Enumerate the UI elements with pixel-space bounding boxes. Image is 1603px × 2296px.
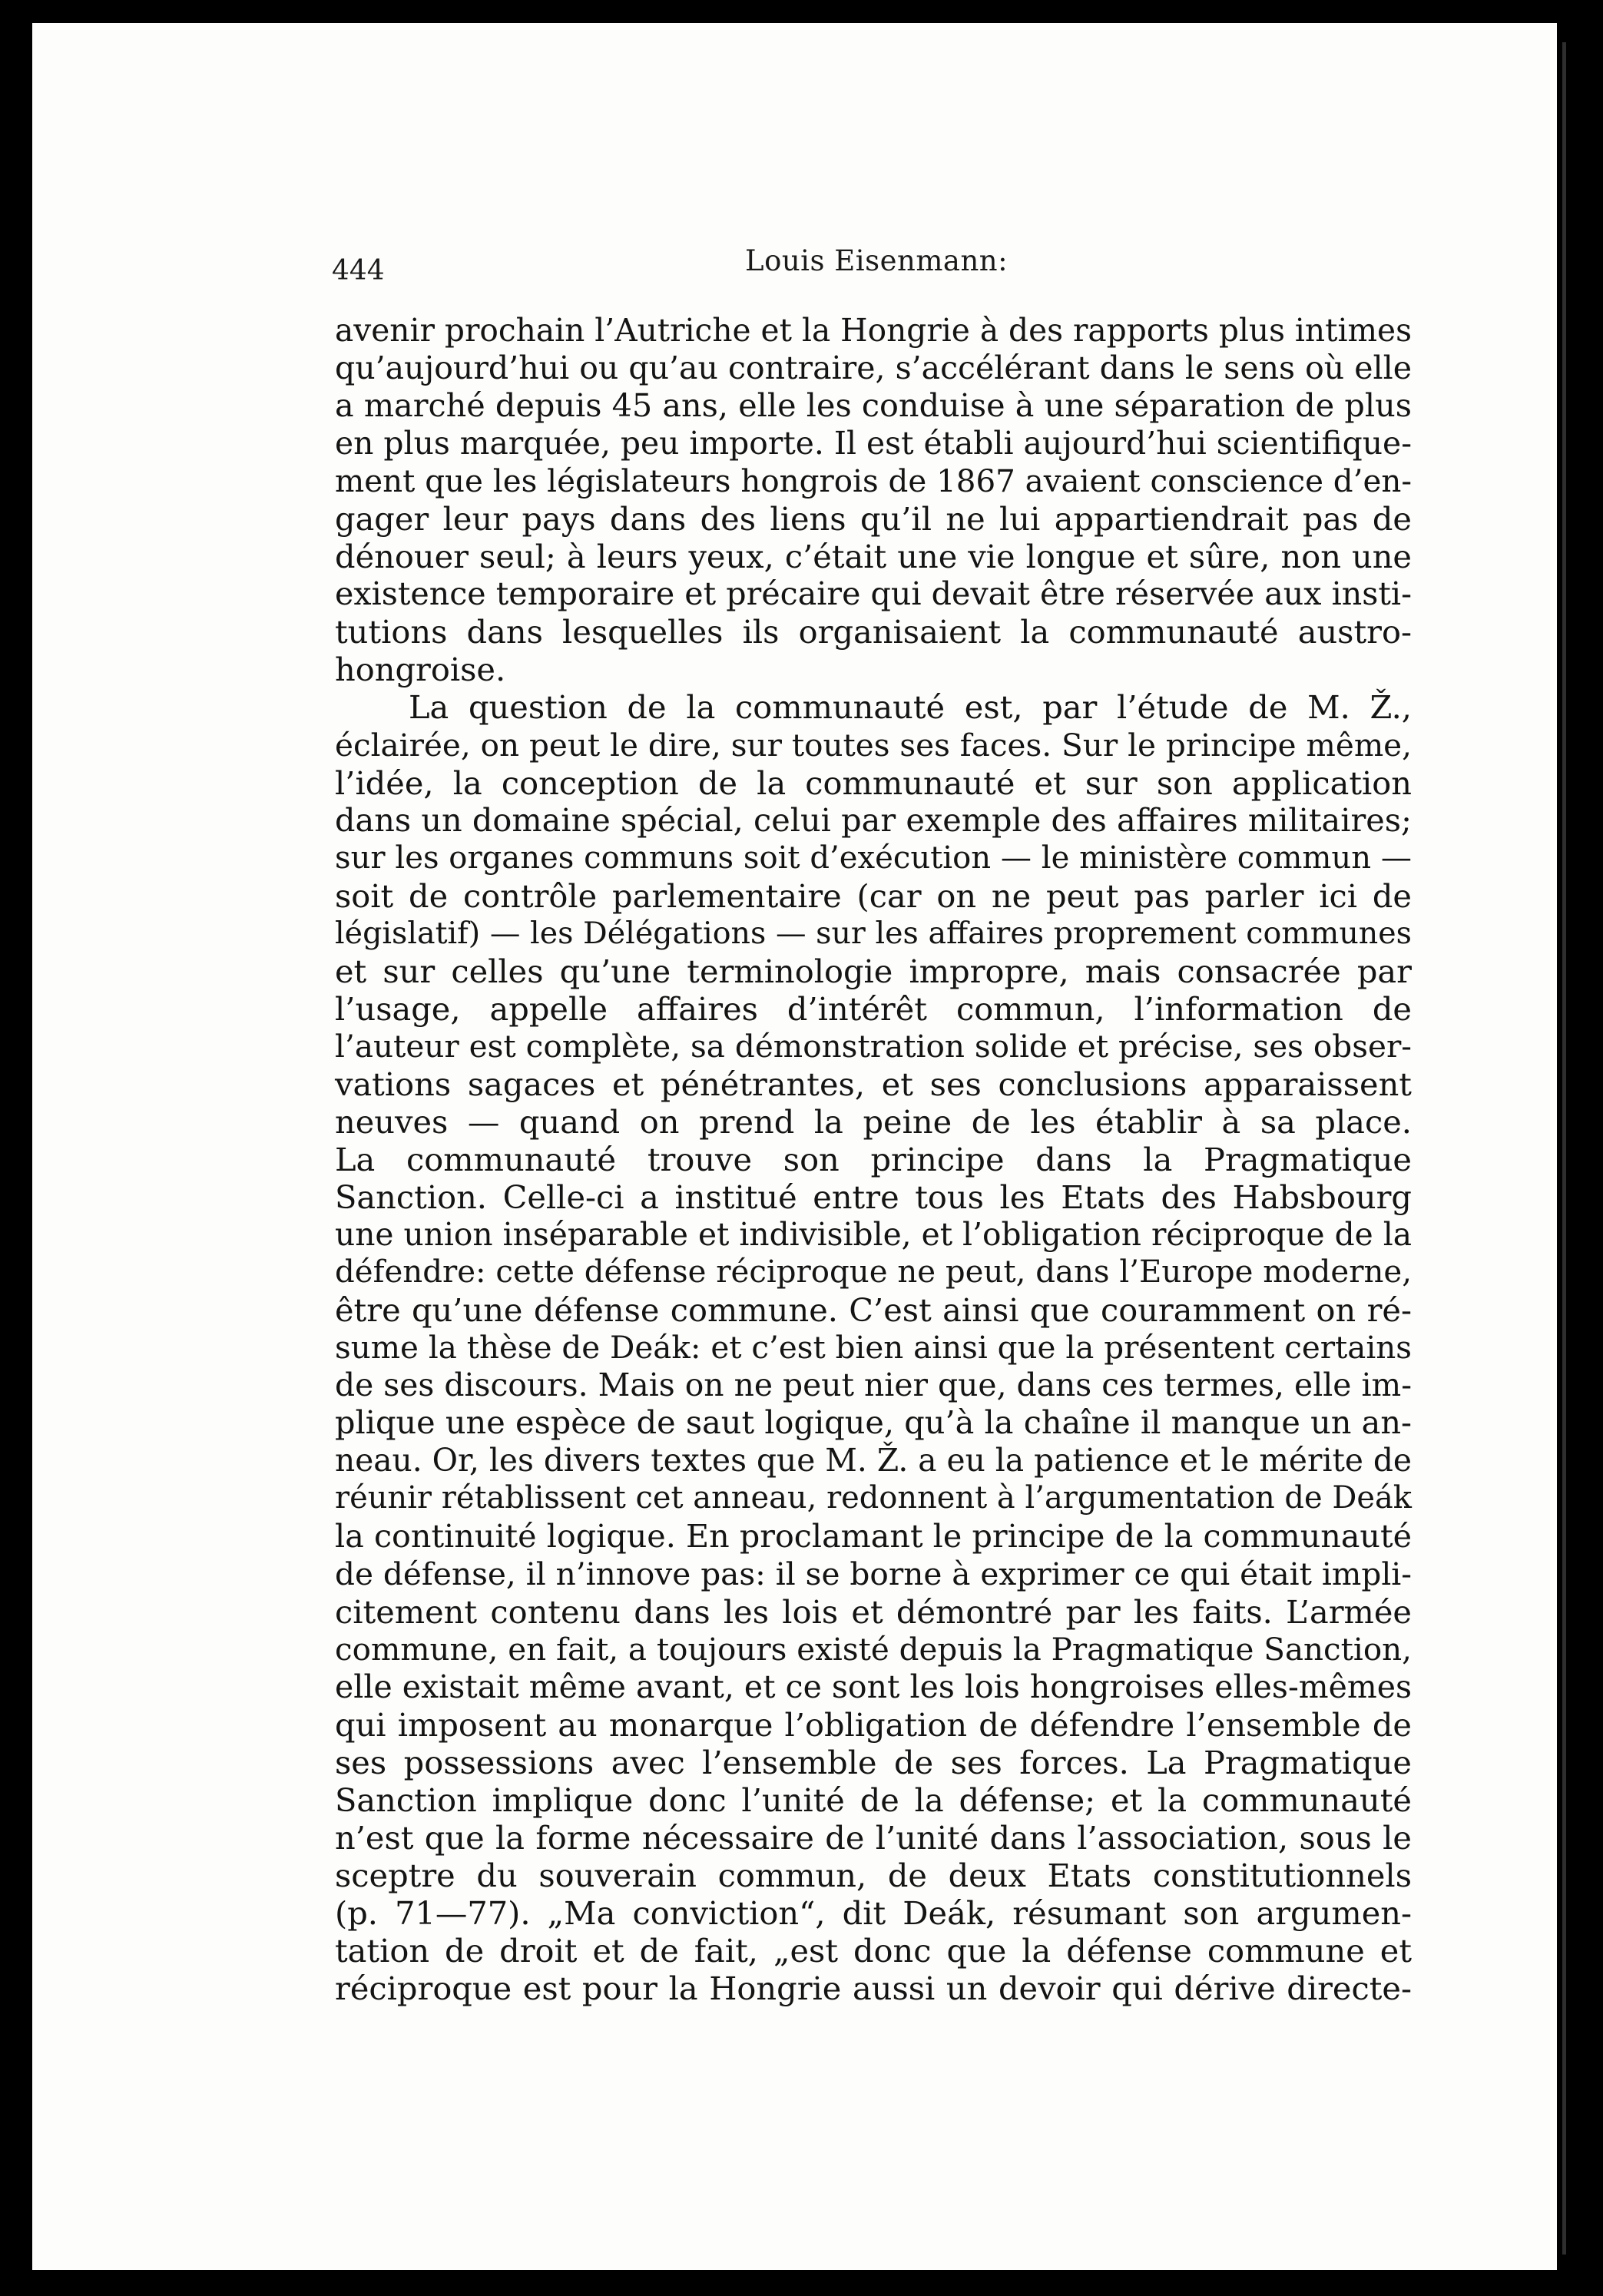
text-line: La communauté trouve son principe dans la Pragmatique: [335, 1141, 1412, 1179]
text-line: ment que les législateurs hongrois de 1867 avaient conscience d’en-: [335, 463, 1412, 500]
text-line: dans un domaine spécial, celui par exemple des affaires militaires;: [335, 801, 1412, 839]
text-line: vations sagaces et pénétrantes, et ses conclusions apparaissent: [335, 1065, 1412, 1103]
text-line: a marché depuis 45 ans, elle les conduise à une séparation de plus: [335, 387, 1412, 425]
text-line: législatif) — les Délégations — sur les affaires proprement communes: [335, 915, 1412, 951]
text-line: sur les organes communs soit d’exécution — le ministère commun —: [335, 840, 1412, 876]
text-line: de défense, il n’innove pas: il se borne à exprimer ce qui était impli-: [335, 1555, 1412, 1592]
body-text: [335, 312, 1412, 2007]
paragraph-first-line: La question de la communauté est, par l’étude de M. Ž.,: [409, 688, 1412, 727]
text-line: qu’aujourd’hui ou qu’au contraire, s’accélérant dans le sens où elle: [335, 350, 1412, 387]
text-line: en plus marquée, peu importe. Il est établi aujourd’hui scientifique-: [335, 425, 1412, 462]
text-line: réunir rétablissent cet anneau, redonnent à l’argumentation de Deák: [335, 1480, 1412, 1516]
text-line: la continuité logique. En proclamant le principe de la communauté: [335, 1517, 1412, 1555]
text-line: l’usage, appelle affaires d’intérêt commun, l’information de: [335, 989, 1412, 1028]
text-line: existence temporaire et précaire qui devait être réservée aux insti-: [335, 575, 1412, 613]
running-title: Louis Eisenmann:: [745, 244, 1008, 277]
paragraph-end-line: hongroise.: [335, 651, 506, 689]
text-line: et sur celles qu’une terminologie impropre, mais consacrée par: [335, 952, 1412, 990]
text-line: ses possessions avec l’ensemble de ses forces. La Pragmatique: [335, 1743, 1412, 1781]
text-line: Sanction implique donc l’unité de la défense; et la communauté: [335, 1781, 1412, 1819]
text-line: réciproque est pour la Hongrie aussi un devoir qui dérive directe-: [335, 1970, 1412, 2008]
text-line: n’est que la forme nécessaire de l’unité dans l’association, sous le: [335, 1818, 1412, 1857]
text-line: l’auteur est complète, sa démonstration solide et précise, ses obser-: [335, 1027, 1412, 1065]
text-line: l’idée, la conception de la communauté et sur son application: [335, 764, 1412, 802]
text-line: soit de contrôle parlementaire (car on ne peut pas parler ici de: [335, 876, 1412, 915]
binding-edge-line: [1562, 42, 1566, 2255]
running-header: [300, 240, 1413, 286]
text-line: elle existait même avant, et ce sont les lois hongroises elles-mêmes: [335, 1668, 1412, 1705]
text-line: dénouer seul; à leurs yeux, c’était une vie longue et sûre, non une: [335, 538, 1412, 576]
text-line: citement contenu dans les lois et démontré par les faits. L’armée: [335, 1592, 1412, 1631]
text-line: tation de droit et de fait, „est donc que la défense commune et: [335, 1932, 1412, 1970]
text-line: neuves — quand on prend la peine de les établir à sa place.: [335, 1102, 1412, 1141]
text-line: sume la thèse de Deák: et c’est bien ainsi que la présentent certains: [335, 1329, 1412, 1367]
text-line: être qu’une défense commune. C’est ainsi que couramment on ré-: [335, 1291, 1412, 1330]
text-line: avenir prochain l’Autriche et la Hongrie à des rapports plus intimes: [335, 312, 1412, 349]
text-line: de ses discours. Mais on ne peut nier que, dans ces termes, elle im-: [335, 1367, 1412, 1404]
text-line: qui imposent au monarque l’obligation de défendre l’ensemble de: [335, 1705, 1412, 1744]
text-line: une union inséparable et indivisible, et l’obligation réciproque de la: [335, 1216, 1412, 1254]
text-line: plique une espèce de saut logique, qu’à la chaîne il manque un an-: [335, 1404, 1412, 1442]
text-line: (p. 71—77). „Ma conviction“, dit Deák, résumant son argumen-: [335, 1893, 1412, 1932]
text-line: éclairée, on peut le dire, sur toutes ses faces. Sur le principe même,: [335, 726, 1412, 764]
text-line: neau. Or, les divers textes que M. Ž. a eu la patience et le mérite de: [335, 1442, 1412, 1479]
text-line: tutions dans lesquelles ils organisaient la communauté austro-: [335, 613, 1412, 651]
text-line: gager leur pays dans des liens qu’il ne lui appartiendrait pas de: [335, 500, 1412, 538]
text-line: sceptre du souverain commun, de deux Etats constitutionnels: [335, 1856, 1412, 1894]
text-line: commune, en fait, a toujours existé depuis la Pragmatique Sanction,: [335, 1630, 1412, 1668]
text-line: défendre: cette défense réciproque ne peut, dans l’Europe moderne,: [335, 1254, 1412, 1290]
text-line: Sanction. Celle-ci a institué entre tous les Etats des Habsbourg: [335, 1178, 1412, 1217]
page-number: 444: [332, 255, 385, 287]
